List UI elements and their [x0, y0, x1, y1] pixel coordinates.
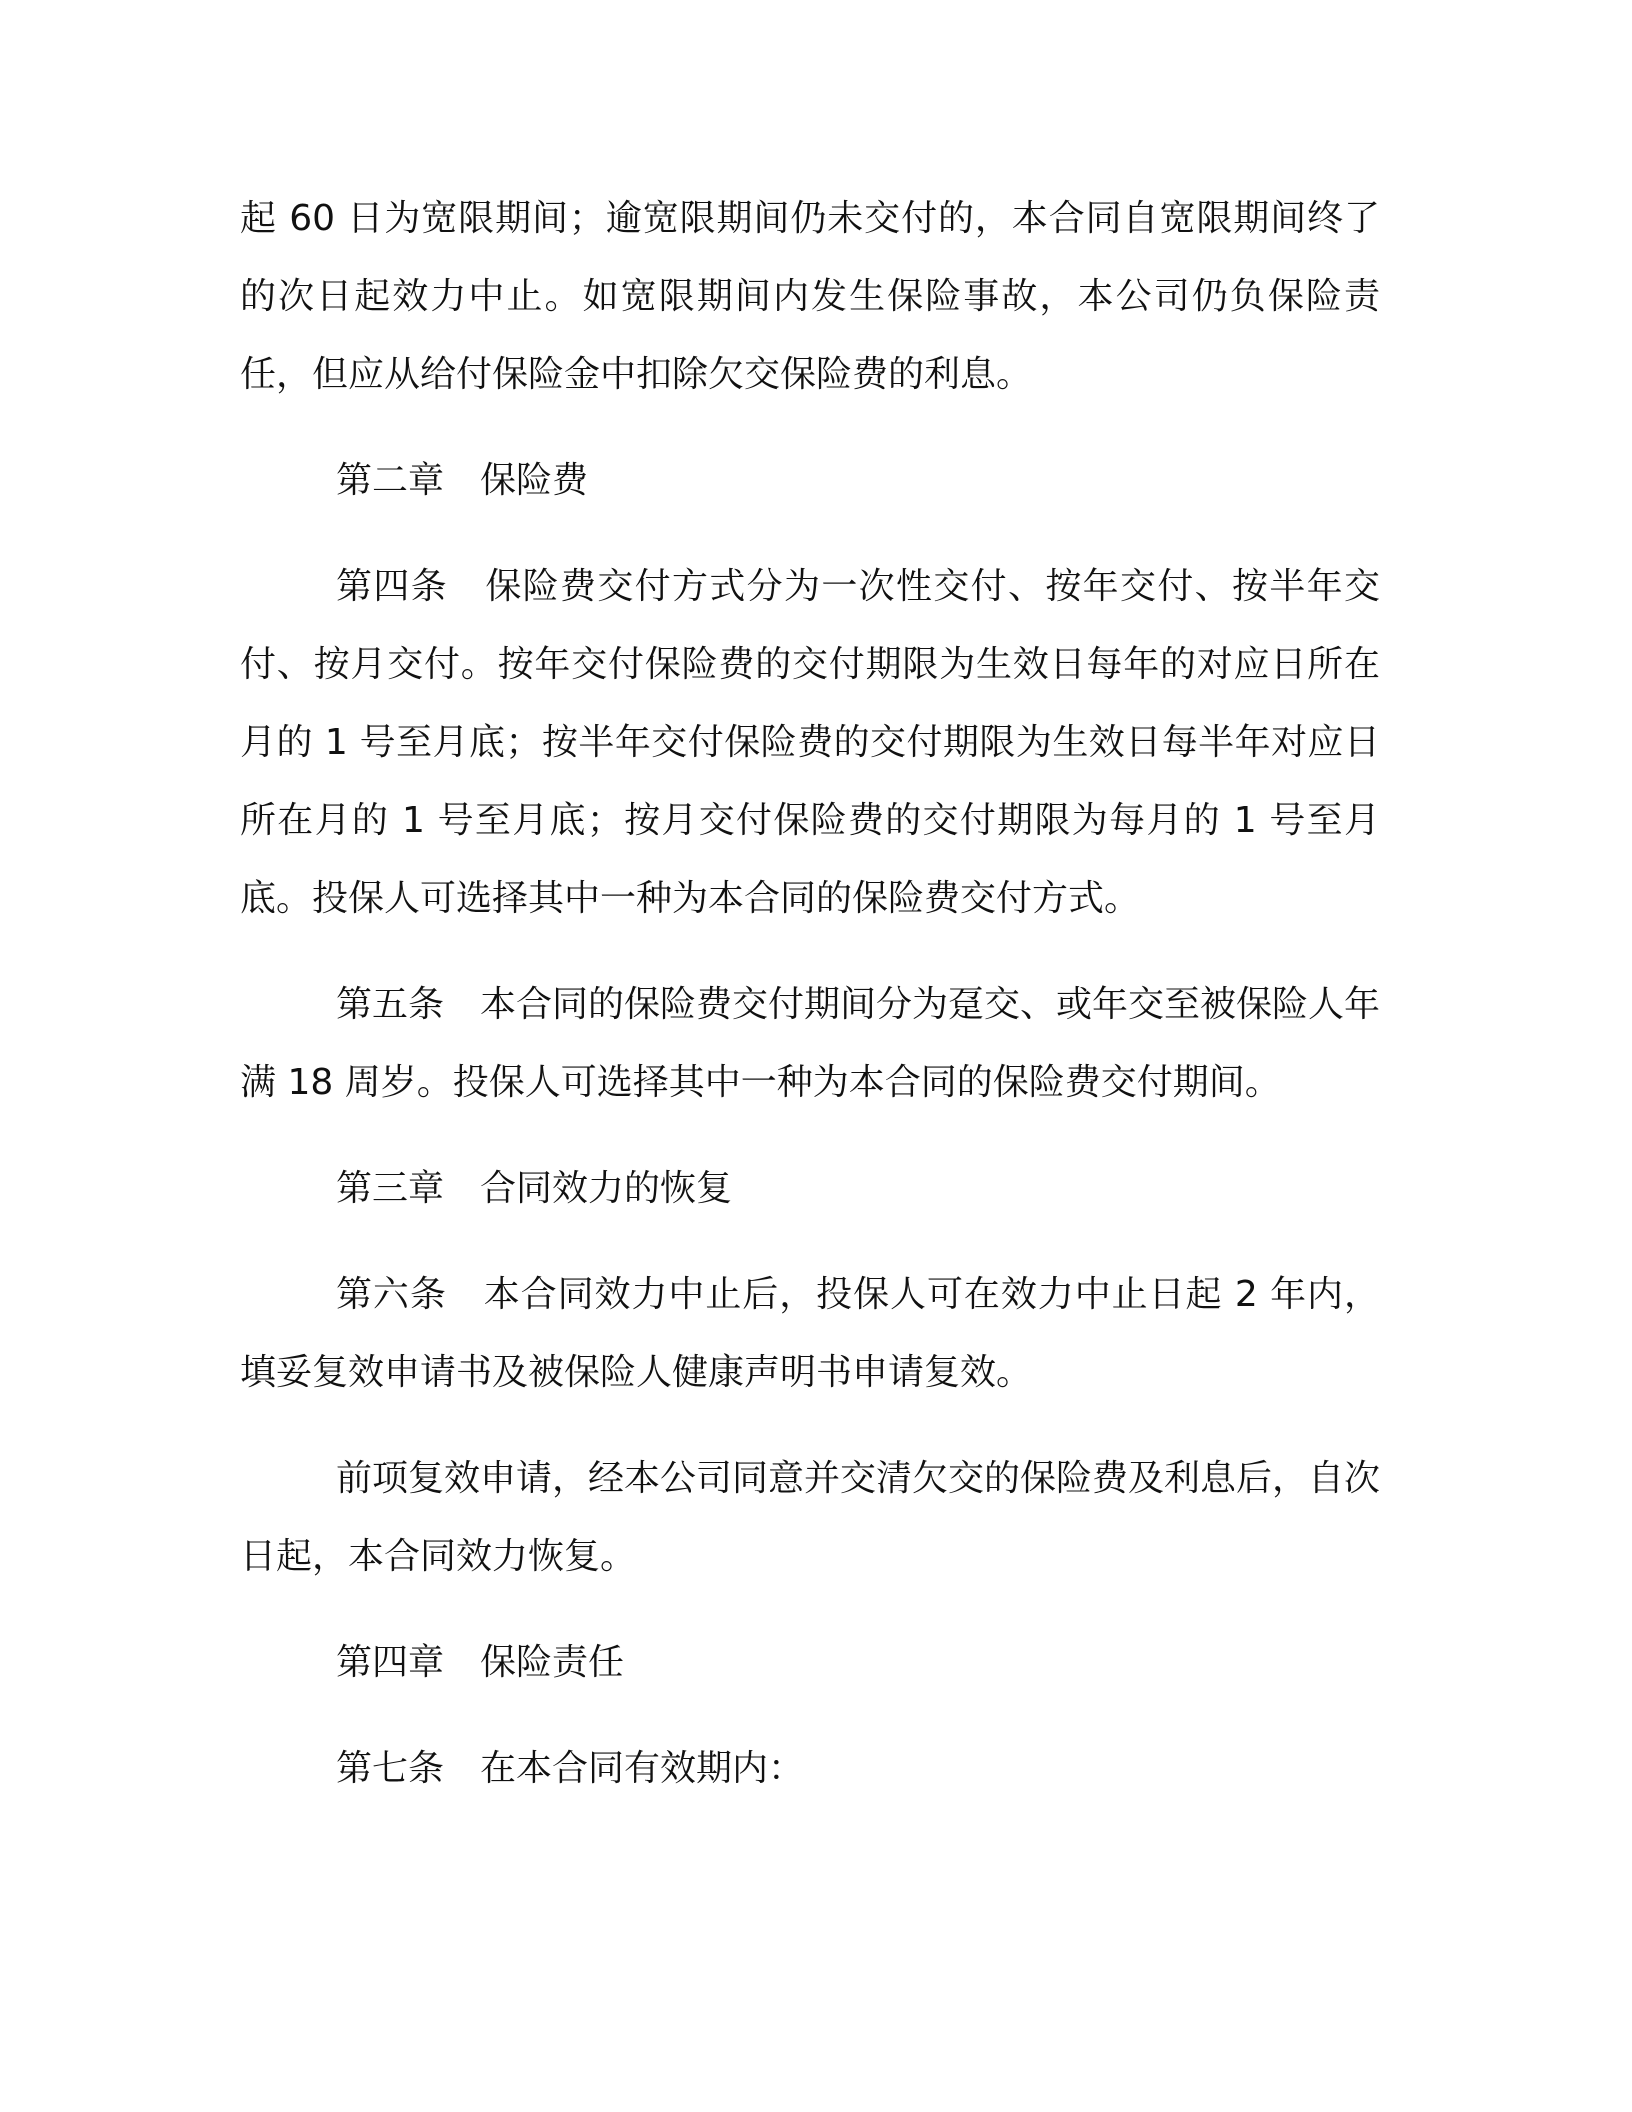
paragraph-grace-period: 起 60 日为宽限期间；逾宽限期间仍未交付的，本合同自宽限期间终了的次日起效力中止。如宽限期间内发生保险事故，本公司仍负保险责任，但应从给付保险金中扣除欠交保险费的利息。: [240, 198, 1380, 395]
article-6-followup-paragraph: 前项复效申请，经本公司同意并交清欠交的保险费及利息后，自次日起，本合同效力恢复。: [240, 1458, 1381, 1577]
chapter-3-heading: 第三章 合同效力的恢复: [336, 1168, 733, 1209]
article-7-paragraph: 第七条 在本合同有效期内：: [336, 1748, 805, 1789]
article-6-paragraph: 第六条 本合同效力中止后，投保人可在效力中止日起 2 年内，填妥复效申请书及被保险人健康声明书申请复效。: [240, 1274, 1380, 1393]
chapter-4-heading: 第四章 保险责任: [336, 1642, 625, 1683]
article-5-paragraph: 第五条 本合同的保险费交付期间分为趸交、或年交至被保险人年满 18 周岁。投保人可选择其中一种为本合同的保险费交付期间。: [240, 984, 1381, 1103]
document-page: [240, 180, 1380, 1808]
article-4-paragraph: 第四条 保险费交付方式分为一次性交付、按年交付、按半年交付、按月交付。按年交付保险费的交付期限为生效日每年的对应日所在月的 1 号至月底；按半年交付保险费的交付期限为生效日每半年对应日所在月的 1 号至月底；按月交付保险费的交付期限为每月的 1 号至月底。投保人可选择其中一种为本合同的保险费交付方式。: [240, 566, 1380, 919]
chapter-2-heading: 第二章 保险费: [336, 460, 589, 501]
